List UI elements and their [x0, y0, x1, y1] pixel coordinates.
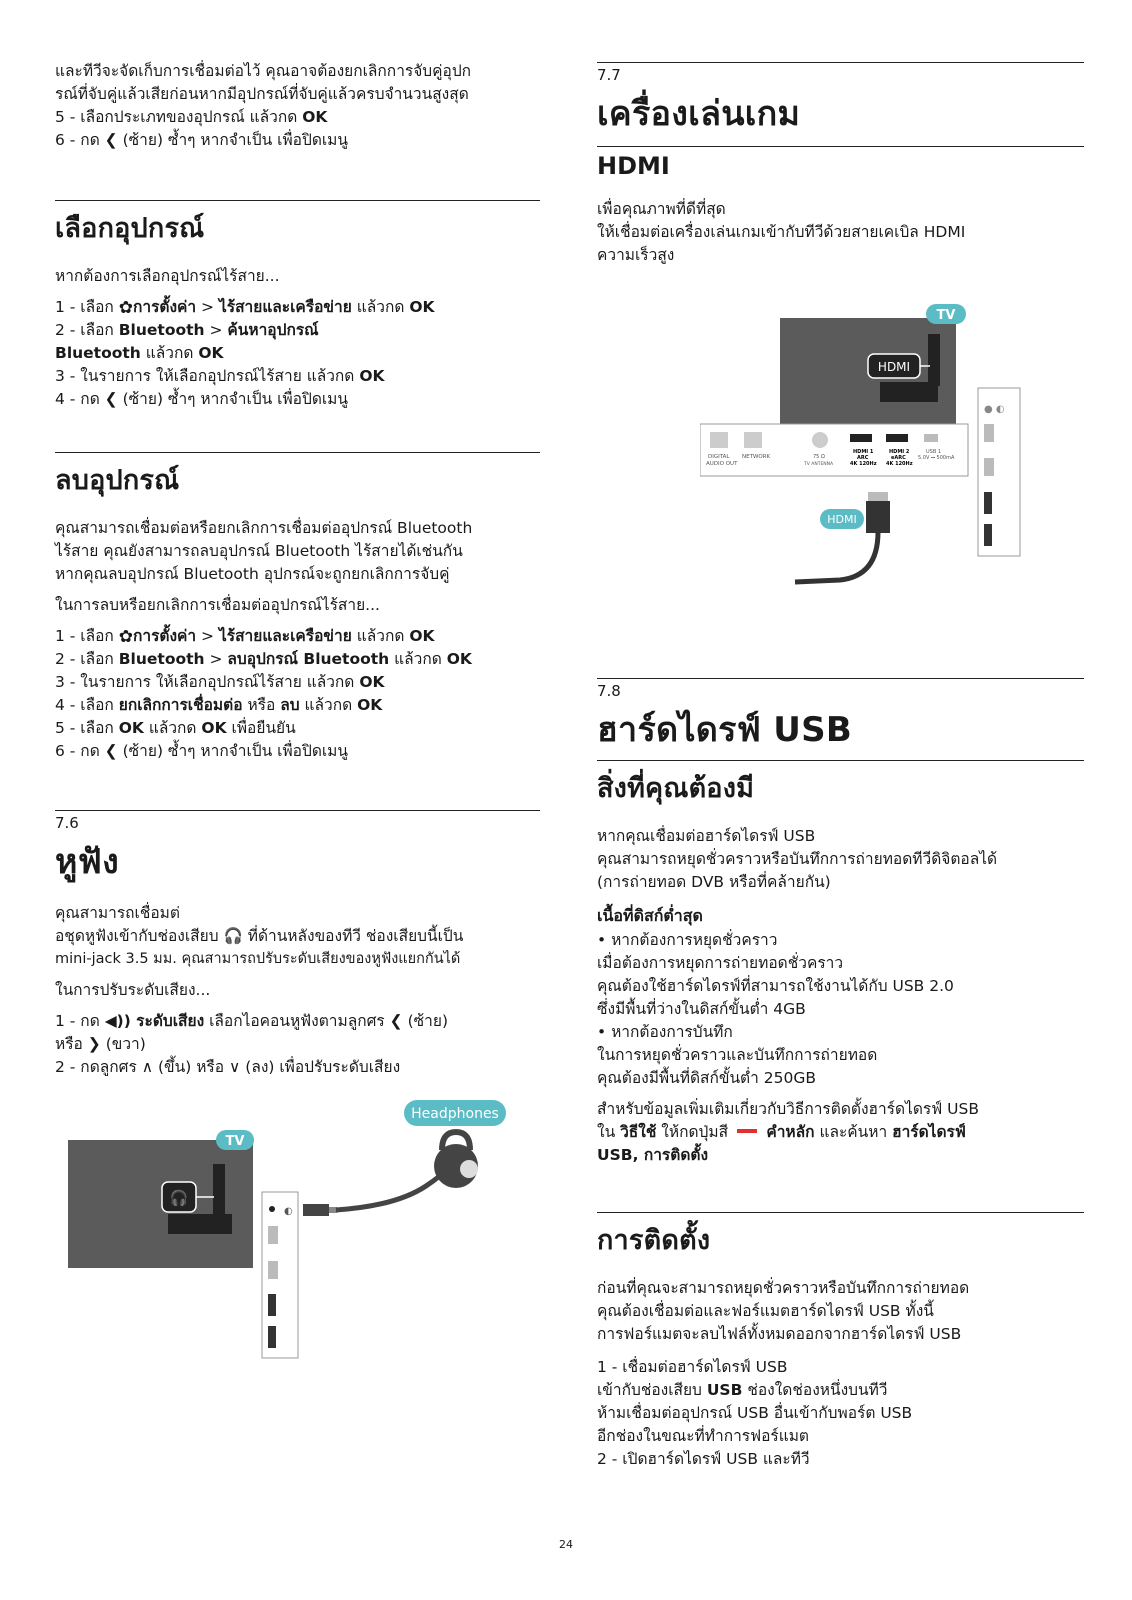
headphones-bubble-label: Headphones [411, 1106, 499, 1122]
text-line: ความเร็วสูง [597, 246, 675, 264]
text-line: ในการลบหรือยกเลิกการเชื่อมต่ออุปกรณ์ไร้สาย... [55, 596, 380, 614]
port-label: 75 Ω [813, 454, 825, 460]
hdmi-diagram [700, 296, 1040, 596]
section-title: เลือกอุปกรณ์ [55, 213, 205, 244]
network-port [744, 432, 762, 448]
gear-icon: ✿ [118, 627, 133, 647]
text-line: หากคุณเชื่อมต่อฮาร์ดไดรฟ์ USB [597, 827, 816, 845]
step-5: 5 - เลือก OK แล้วกด OK เพื่อยืนยัน [55, 719, 296, 737]
gear-icon: ✿ [118, 298, 133, 318]
port-strip [928, 334, 940, 386]
text-line: การฟอร์แมตจะลบไฟล์ทั้งหมดออกจากฮาร์ดไดรฟ์ USB [597, 1325, 962, 1343]
text-line: (การถ่ายทอด DVB หรือที่คล้ายกัน) [597, 873, 831, 891]
text-line: ไร้สาย คุณยังสามารถลบอุปกรณ์ Bluetooth ไร้สายได้เช่นกัน [55, 542, 463, 560]
section-number: 7.8 [597, 682, 621, 700]
step-2: 2 - เลือก Bluetooth > ค้นหาอุปกรณ์ [55, 321, 319, 339]
usb-port [984, 424, 994, 442]
port-label: 4K 120Hz [886, 461, 913, 467]
step-3: 3 - ในรายการ ให้เลือกอุปกรณ์ไร้สาย แล้วกด OK [55, 673, 385, 691]
usb-port [984, 458, 994, 476]
chapter-rule [597, 62, 1084, 63]
section-rule [55, 200, 540, 201]
port-label: HDMI 2 [889, 449, 910, 455]
text-line: ให้เชื่อมต่อเครื่องเล่นเกมเข้ากับทีวีด้วยสายเคเบิล HDMI [597, 223, 966, 241]
usb1-port [924, 434, 938, 442]
port-label: eARC [891, 455, 906, 461]
text-line: หากคุณลบอุปกรณ์ Bluetooth อุปกรณ์จะถูกยกเลิกการจับคู่ [55, 565, 450, 583]
hdmi2-port [886, 434, 908, 442]
red-color-key-icon [737, 1129, 757, 1133]
port-label: TV ANTENNA [804, 462, 834, 467]
step-1-cont: หรือ ❯ (ขวา) [55, 1035, 146, 1053]
text-line: ในการปรับระดับเสียง... [55, 981, 211, 999]
headphones-diagram [66, 1096, 536, 1366]
usb-section [597, 682, 1084, 756]
jack-dot [269, 1206, 275, 1212]
text-line: 6 - กด ❮ (ซ้าย) ซ้ำๆ หากจำเป็น เพื่อปิดเมนู [55, 131, 348, 149]
chapter-rule [597, 678, 1084, 679]
step-6: 6 - กด ❮ (ซ้าย) ซ้ำๆ หากจำเป็น เพื่อปิดเมนู [55, 742, 348, 760]
text-line: ก่อนที่คุณจะสามารถหยุดชั่วคราวหรือบันทึกการถ่ายทอด [597, 1279, 970, 1297]
text-line: ห้ามเชื่อมต่ออุปกรณ์ USB อื่นเข้ากับพอร์ต USB [597, 1404, 913, 1422]
hdmi-port [984, 492, 992, 514]
text-line: เพื่อคุณภาพที่ดีที่สุด [597, 200, 726, 218]
hdmi-plug-tip [868, 492, 888, 502]
text-line: คุณต้องเชื่อมต่อและฟอร์แมตฮาร์ดไดรฟ์ USB ทั้งนี้ [597, 1302, 934, 1320]
section-rule [597, 760, 1084, 761]
section-number: 7.7 [597, 66, 621, 84]
text-line: อชุดหูฟังเข้ากับช่องเสียบ 🎧 ที่ด้านหลังของทีวี ช่องเสียบนี้เป็น [55, 927, 464, 945]
port-label: NETWORK [742, 454, 771, 460]
text-line: รณ์ที่จับคู่แล้วเสียก่อนหากมีอุปกรณ์ที่จับคู่แล้วครบจำนวนสูงสุด [55, 85, 469, 103]
remove-device-section [55, 458, 540, 763]
hdmi-port [268, 1294, 276, 1316]
text-line: คุณต้องใช้ฮาร์ดไดรฟ์ที่สามารถใช้งานได้กับ USB 2.0 [597, 977, 954, 995]
chapter-title: เครื่องเล่นเกม [597, 94, 801, 134]
page-number: 24 [559, 1538, 573, 1551]
install-subsection [597, 1218, 1084, 1471]
text-line: คุณสามารถหยุดชั่วคราวหรือบันทึกการถ่ายทอดทีวีดิจิตอลได้ [597, 850, 998, 868]
optical-port [710, 432, 728, 448]
section-number: 7.6 [55, 814, 79, 832]
hdmi-subsection [597, 152, 1084, 267]
text-line: สำหรับข้อมูลเพิ่มเติมเกี่ยวกับวิธีการติดตั้งฮาร์ดไดรฟ์ USB [597, 1100, 979, 1118]
section-rule [597, 146, 1084, 147]
section-rule [597, 1212, 1084, 1213]
volume-icon: ◀)) [104, 1012, 131, 1030]
usb-port [268, 1226, 278, 1244]
need-subsection [597, 766, 1084, 1167]
tv-body [68, 1140, 253, 1268]
port-label: HDMI 1 [853, 449, 874, 455]
jack-icon: ◐ [284, 1206, 293, 1217]
intro-block [55, 60, 540, 152]
subheading: เนื้อที่ดิสก์ต่ำสุด [597, 906, 703, 925]
chapter-rule [55, 810, 540, 811]
port-label: 4K 120Hz [850, 461, 877, 467]
jack-tip [329, 1207, 337, 1213]
text-line: คุณสามารถเชื่อมต่อหรือยกเลิกการเชื่อมต่ออุปกรณ์ Bluetooth [55, 519, 473, 537]
text-line: 5 - เลือกประเภทของอุปกรณ์ แล้วกด OK [55, 108, 328, 126]
game-section [597, 66, 1084, 140]
step-2-cont: Bluetooth แล้วกด OK [55, 344, 224, 362]
step-1: 1 - เชื่อมต่อฮาร์ดไดรฟ์ USB [597, 1358, 788, 1376]
text-line: USB, การติดตั้ง [597, 1146, 709, 1164]
text-line: อีกช่องในขณะที่ทำการฟอร์แมต [597, 1427, 809, 1445]
headphone-earcup [460, 1160, 478, 1178]
select-device-section [55, 206, 540, 411]
text-line: mini-jack 3.5 มม. คุณสามารถปรับระดับเสียงของหูฟังแยกกันได้ [55, 951, 461, 967]
side-icons: ● ◐ [984, 404, 1005, 415]
section-title: ลบอุปกรณ์ [55, 465, 180, 496]
port-block [168, 1214, 232, 1234]
hdmi-port [268, 1326, 276, 1348]
step-4: 4 - กด ❮ (ซ้าย) ซ้ำๆ หากจำเป็น เพื่อปิดเมนู [55, 390, 348, 408]
step-2: 2 - เลือก Bluetooth > ลบอุปกรณ์ Bluetooth แล้วกด OK [55, 650, 472, 668]
port-label: DIGITAL [708, 454, 730, 460]
text-line: ใน วิธีใช้ ให้กดปุ่มสี คำหลัก และค้นหา ฮาร์ดไดรฟ์ [597, 1123, 966, 1141]
text-line: ในการหยุดชั่วคราวและบันทึกการถ่ายทอด [597, 1046, 878, 1064]
headphones-section [55, 814, 540, 1079]
text-line: ซึ่งมีพื้นที่ว่างในดิสก์ขั้นต่ำ 4GB [597, 1000, 806, 1018]
section-rule [55, 452, 540, 453]
tv-badge-label: TV [225, 1134, 245, 1149]
section-title: การติดตั้ง [597, 1225, 711, 1256]
text-line: เมื่อต้องการหยุดการถ่ายทอดชั่วคราว [597, 954, 844, 972]
section-title: HDMI [597, 152, 670, 180]
hdmi-cable-label: HDMI [827, 513, 857, 526]
step-1: 1 - กด ◀)) ระดับเสียง เลือกไอคอนหูฟังตามลูกศร ❮ (ซ้าย) [55, 1012, 448, 1030]
usb-port [268, 1261, 278, 1279]
step-3: 3 - ในรายการ ให้เลือกอุปกรณ์ไร้สาย แล้วกด OK [55, 367, 385, 385]
hdmi-plug [866, 501, 890, 533]
text-line: และทีวีจะจัดเก็บการเชื่อมต่อไว้ คุณอาจต้องยกเลิกการจับคู่อุปก [55, 62, 472, 80]
antenna-port [812, 432, 828, 448]
step-1: 1 - เลือก ✿การตั้งค่า > ไร้สายและเครือข่าย แล้วกด OK [55, 627, 435, 647]
chapter-title: ฮาร์ดไดรฟ์ USB [597, 710, 853, 750]
port-label: AUDIO OUT [706, 461, 738, 467]
hdmi-port [984, 524, 992, 546]
text-line: • หากต้องการบันทึก [597, 1023, 733, 1041]
step-4: 4 - เลือก ยกเลิกการเชื่อมต่อ หรือ ลบ แล้วกด OK [55, 696, 383, 714]
port-block [880, 382, 938, 402]
tv-badge-label: TV [936, 308, 956, 323]
text-line: • หากต้องการหยุดชั่วคราว [597, 931, 778, 949]
text-line: หากต้องการเลือกอุปกรณ์ไร้สาย... [55, 267, 280, 285]
hdmi-label: HDMI [877, 360, 911, 374]
chapter-title: หูฟัง [55, 842, 119, 882]
headphones-icon: 🎧 [223, 927, 243, 945]
text-line: เข้ากับช่องเสียบ USB ช่องใดช่องหนึ่งบนทีวี [597, 1381, 888, 1399]
text-line: คุณสามารถเชื่อมต่ [55, 904, 180, 922]
port-label: 5.0V ⎓ 500mA [918, 455, 955, 461]
step-2: 2 - เปิดฮาร์ดไดรฟ์ USB และทีวี [597, 1450, 810, 1468]
jack-plug [303, 1204, 329, 1216]
hdmi1-port [850, 434, 872, 442]
text-line: คุณต้องมีพื้นที่ดิสก์ขั้นต่ำ 250GB [597, 1069, 816, 1087]
port-label: USB 1 [926, 449, 942, 455]
section-title: สิ่งที่คุณต้องมี [597, 773, 755, 804]
step-1: 1 - เลือก ✿การตั้งค่า > ไร้สายและเครือข่าย แล้วกด OK [55, 298, 435, 318]
hdmi-cable [795, 532, 878, 582]
step-2: 2 - กดลูกศร ∧ (ขึ้น) หรือ ∨ (ลง) เพื่อปรับระดับเสียง [55, 1058, 401, 1076]
headphones-icon: 🎧 [169, 1189, 189, 1207]
port-label: ARC [857, 455, 869, 461]
